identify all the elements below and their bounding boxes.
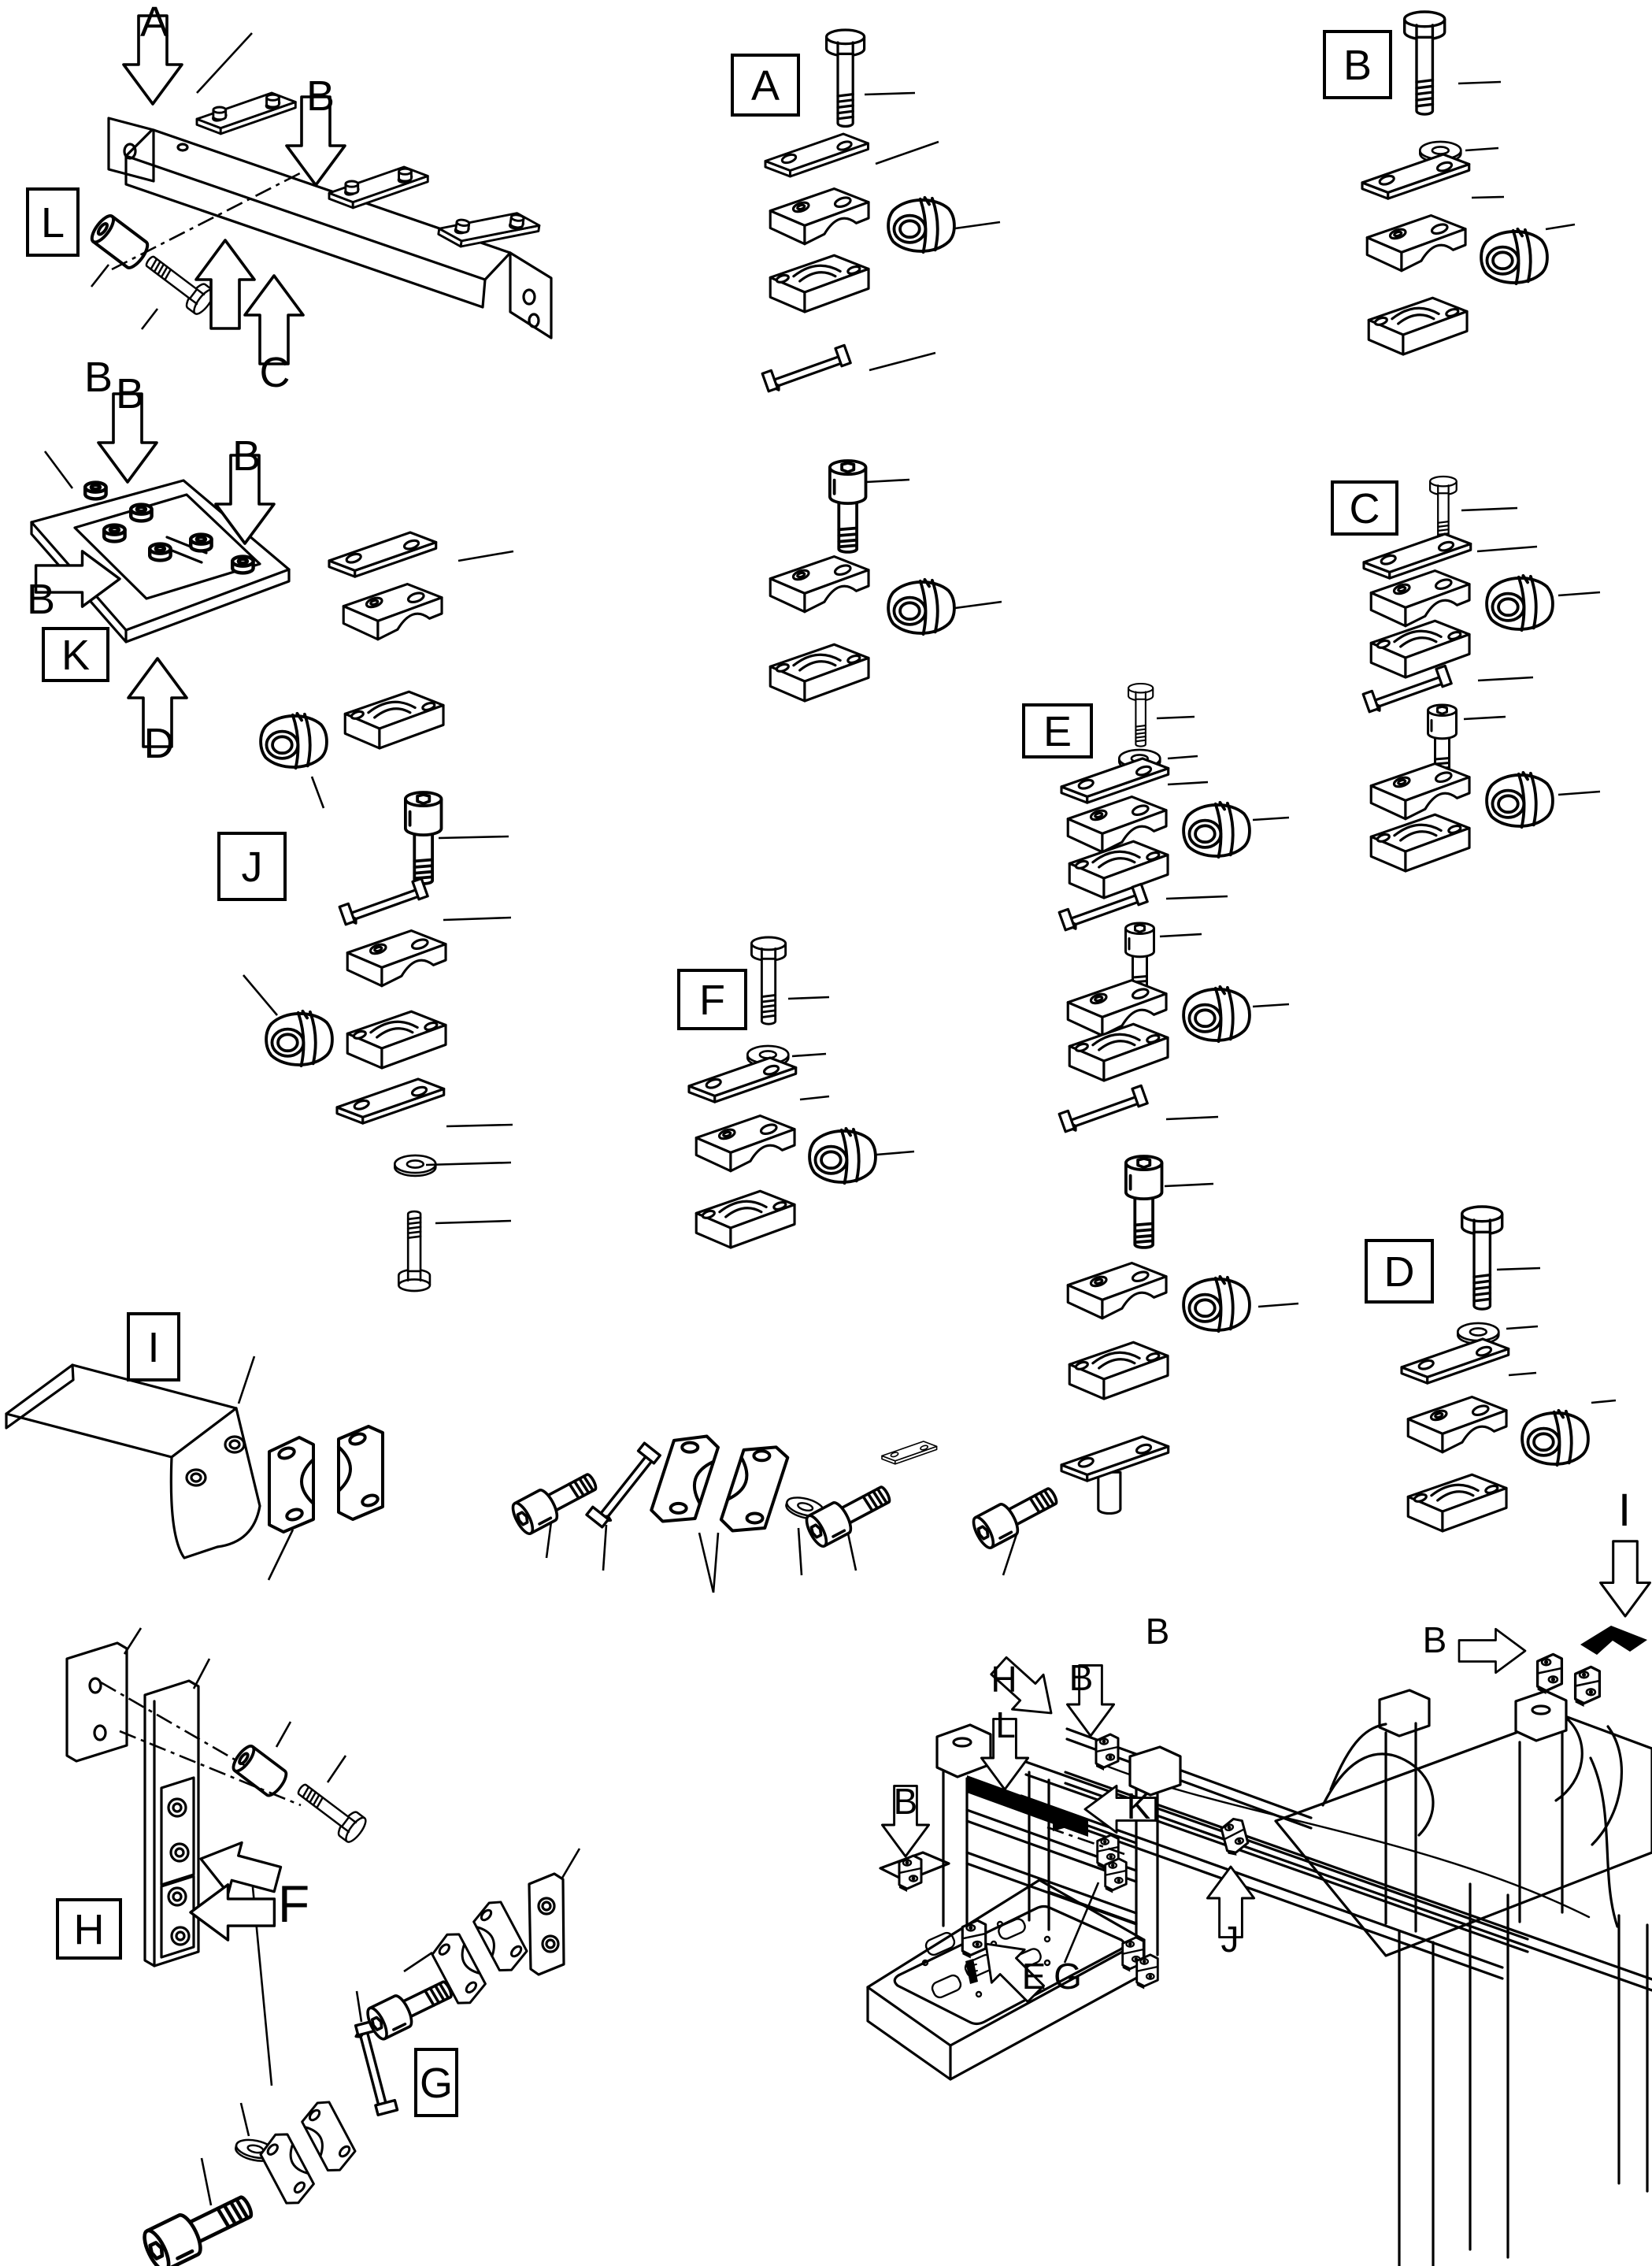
leader-line [546,1522,551,1558]
clamp-half-lower [1069,1024,1168,1081]
leader-line [446,1125,513,1126]
label-letter: H [73,1906,105,1953]
callout-letter-B: B [26,576,56,623]
clamp-cover-plate [1061,758,1169,803]
grommet [266,1011,332,1066]
clamp-half-lower [1069,1342,1168,1399]
grommet [1522,1411,1588,1465]
bolt-post [150,544,170,561]
leader-line [269,1530,293,1580]
leader-line [1509,1373,1536,1375]
leader-line [1458,82,1501,83]
grommet [1183,987,1250,1041]
clamp-half-lower [770,644,869,701]
grommet [261,714,327,768]
direction-arrow [1601,1541,1650,1616]
label-letter: E [1043,708,1072,755]
callout-letter-B: B [232,432,261,480]
clamp-half-lower [347,1011,446,1068]
leader-line [239,1356,254,1404]
assembly-label-G [416,2049,457,2116]
grommet [809,1129,876,1183]
leader-line [1477,547,1537,551]
clamp-base-stud-plate [1061,1437,1169,1514]
callout-letter-B: B [83,354,113,401]
clamp-cover-plate [1362,154,1469,198]
end-plate-G [529,1874,564,1975]
assembly-label-H [57,1900,120,1958]
leader-line [243,975,277,1015]
leader-line [404,1953,432,1971]
leader-line [443,918,511,920]
callout-letter-F: F [277,1875,310,1933]
assembly-label-A [732,55,798,115]
hex-bolt [751,937,785,1024]
mounted-clamp [1576,1667,1600,1707]
grommet [1487,576,1553,630]
clamp-half-upper [1367,216,1465,271]
label-letter: L [40,199,65,247]
assembly-label-L [28,189,78,255]
leader-line [202,2158,211,2205]
callout-letter-J: J [1220,1919,1239,1960]
callout-letter-D: D [143,720,175,767]
assembly-label-B [1324,32,1391,98]
leader-line [869,353,935,370]
clamp-cover-plate [689,1058,796,1102]
leader-line [699,1533,713,1593]
mounted-clamp [1096,1734,1118,1771]
clamp-half-upper [770,557,869,612]
socket-screw [364,1973,457,2042]
clamp-half-upper [1371,571,1469,626]
leader-line [561,1849,580,1879]
hex-bolt [1462,1207,1502,1309]
clamp-half-lower [1069,841,1168,898]
grommet [1183,1277,1250,1331]
mounted-clamp [1137,1955,1158,1990]
callout-letter-L: L [995,1704,1016,1745]
leader-line [1546,224,1575,229]
callout-letter-B: B [115,370,145,417]
leader-line [312,777,324,808]
label-letter: C [1349,485,1380,532]
leader-line [876,142,939,164]
mounted-clamp [1538,1654,1562,1694]
assembly-label-E [1024,705,1091,757]
clamp-half-lower [1369,298,1467,354]
callout-letter-B: B [893,1781,918,1822]
clamp-cover-plate [1402,1339,1509,1383]
callout-letter-I: I [1617,1485,1632,1536]
callout-letter-B: B [306,72,335,120]
leader-line [91,265,109,287]
assembly-label-K [43,629,108,681]
socket-bolt-long [139,2186,257,2266]
weld-plate [762,345,850,391]
leader-line [1558,792,1600,795]
assembly-label-J [219,833,285,899]
mounted-clamp [899,1856,921,1892]
leader-line [1506,1326,1538,1329]
clamp-block-pair [649,1416,789,1552]
direction-arrow [1459,1629,1525,1673]
leader-line [800,1096,829,1100]
leader-line [955,222,1000,228]
hex-bolt [827,30,865,126]
label-letter: I [147,1324,160,1371]
leader-line [1165,1184,1213,1186]
bolt-post [85,483,106,499]
bolt-post [191,535,211,551]
clamp-block-pair [252,2098,365,2208]
label-letter: G [419,2060,454,2107]
clamp-plate-with-bolts [197,93,295,134]
socket-screw [830,461,866,552]
leader-line [1166,896,1228,899]
leader-line [792,1054,826,1056]
clamp-block-pair [269,1426,383,1532]
hex-bolt [1405,12,1445,114]
leader-line [241,2103,249,2136]
clamp-plate-with-bolts [329,167,428,208]
leader-line [1160,934,1202,936]
leader-line [1464,717,1506,719]
label-letter: F [699,977,725,1024]
mounted-clamp [1106,1859,1127,1893]
clamp-half-upper [343,584,442,640]
label-letter: K [61,632,91,679]
clamp-half-upper [1068,981,1166,1036]
grommet [888,580,954,634]
callout-letter-B: B [1422,1619,1447,1660]
leader-line [1478,677,1533,681]
label-letter: B [1343,42,1372,89]
leader-line [458,551,513,561]
clamp-cover-plate [329,532,436,577]
clamp-half-upper [696,1116,795,1171]
grommet [1487,773,1553,827]
grommet [1183,803,1250,857]
leader-line [1157,717,1195,718]
leader-line [328,1756,346,1782]
callout-letter-K: K [1126,1786,1151,1827]
leader-line [955,602,1002,608]
hex-bolt [1128,684,1153,747]
assembly-label-I [128,1314,179,1380]
clamp-half-upper [1068,1263,1166,1318]
leader-line [1253,818,1289,820]
leader-line [1472,197,1504,198]
weld-plate [339,878,428,924]
leader-line [713,1533,718,1593]
leader-line [876,1152,914,1155]
leader-line [1591,1400,1616,1403]
leader-line [1558,592,1600,595]
clamp-half-lower [1408,1474,1506,1531]
leader-line [439,836,509,838]
label-letter: D [1383,1248,1415,1296]
clamp-half-lower [1371,814,1469,871]
clamp-bottom-plate [337,1079,444,1123]
leader-line [124,1628,141,1654]
grommet [1481,229,1547,284]
leader-line [45,451,72,488]
weld-plate [1059,1085,1147,1131]
socket-screw [1126,1156,1162,1248]
clamp-cover-plate [765,134,869,176]
bolt-post [232,557,253,573]
leader-line [1168,782,1208,784]
callout-letter-A: A [139,0,169,46]
leader-line [435,1221,511,1223]
callout-letter-B: B [1145,1611,1170,1652]
leader-line [866,480,909,482]
callout-letter-G: G [1054,1956,1082,1997]
leader-line [194,1659,209,1689]
hex-bolt [291,1776,369,1845]
leader-line [848,1534,856,1571]
callout-letter-C: C [259,349,291,396]
hex-bolt [139,248,217,317]
assembly-label-D [1366,1241,1432,1302]
socket-screw [970,1480,1062,1551]
leader-line [1166,1117,1218,1119]
socket-screw [406,792,442,884]
leader-line [357,1991,361,2022]
callout-letter-H: H [991,1659,1017,1700]
direction-arrow [194,1834,284,1904]
clamp-half-upper [1371,764,1469,819]
clamp-half-upper [347,931,446,986]
direction-arrow [191,1885,274,1940]
clamp-half-upper [770,189,869,244]
leader-line [865,93,915,95]
leader-line [276,1722,291,1747]
leader-line [1461,508,1517,510]
clamp-half-lower [345,692,443,748]
socket-screw [509,1466,602,1537]
leader-line [1253,1004,1289,1007]
leader-line [1258,1304,1298,1307]
leader-line [426,1163,511,1165]
assembly-label-F [679,970,746,1029]
hex-bolt-inverted [398,1211,430,1291]
clamp-half-upper [1408,1397,1506,1452]
leader-line [1168,756,1198,758]
leader-line [788,997,829,999]
clamp-half-upper [1068,797,1166,852]
callout-letter-B: B [1069,1657,1094,1698]
bolt-post [131,505,151,521]
assembly-label-C [1332,482,1397,534]
spacer-sleeve [88,213,151,271]
bracket-assembly-I [6,1365,260,1558]
leader-line [1465,148,1498,150]
leader-line [142,309,157,329]
label-letter: A [750,62,780,109]
label-letter: J [241,844,263,891]
bolt-post [104,525,124,542]
callout-letter-E: E [1021,1956,1046,1997]
leader-line [798,1528,802,1575]
grommet [888,198,954,252]
clamp-half-lower [770,255,869,312]
clamp-plate-with-bolts [437,202,540,257]
mount-plate [882,1441,937,1464]
leader-line [197,33,252,93]
leader-line [603,1525,606,1571]
leader-line [1497,1268,1540,1270]
spacer-sleeve [230,1743,290,1798]
clamp-half-lower [696,1191,795,1248]
clamp-cover-plate [1364,534,1471,578]
clamp-half-lower [1371,621,1469,677]
